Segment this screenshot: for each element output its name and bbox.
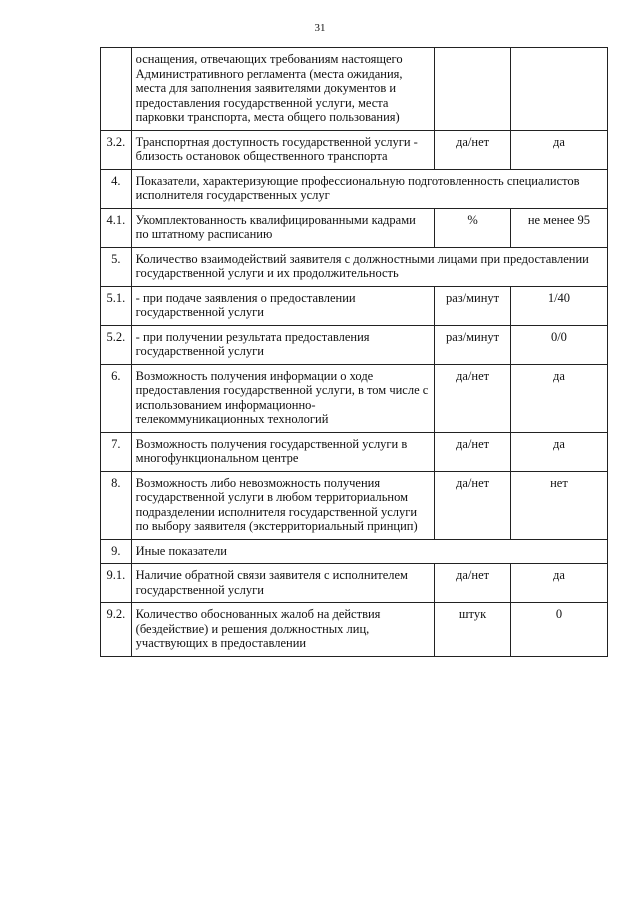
row-value: да [510, 364, 607, 432]
row-number: 8. [101, 471, 132, 539]
row-description: Транспортная доступность государственной услуги - близость остановок общественного транспорта [131, 130, 435, 169]
row-unit: да/нет [435, 364, 511, 432]
row-value: нет [510, 471, 607, 539]
row-description: Количество обоснованных жалоб на действия (бездействие) и решения должностных лиц, участвующих в предоставлении [131, 603, 435, 657]
row-number: 9.1. [101, 564, 132, 603]
row-number: 5. [101, 247, 132, 286]
row-number: 5.2. [101, 325, 132, 364]
row-description: Наличие обратной связи заявителя с исполнителем государственной услуги [131, 564, 435, 603]
row-unit: штук [435, 603, 511, 657]
row-unit: да/нет [435, 130, 511, 169]
section-row [101, 247, 608, 286]
row-unit: раз/минут [435, 325, 511, 364]
row-unit: раз/минут [435, 286, 511, 325]
row-description: Возможность получения информации о ходе предоставления государственной услуги, в том числе с использованием информационно-телекоммуникационных технологий [131, 364, 435, 432]
table-row [101, 364, 608, 432]
section-description: Иные показатели [131, 539, 607, 564]
section-description: Количество взаимодействий заявителя с должностными лицами при предоставлении государственной услуги и их продолжительность [131, 247, 607, 286]
row-value: да [510, 564, 607, 603]
row-number [101, 48, 132, 131]
row-unit: да/нет [435, 564, 511, 603]
section-row [101, 539, 608, 564]
row-value: не менее 95 [510, 208, 607, 247]
row-number: 5.1. [101, 286, 132, 325]
section-description: Показатели, характеризующие профессиональную подготовленность специалистов исполнителя государственных услуг [131, 169, 607, 208]
row-description: Возможность либо невозможность получения государственной услуги в любом территориальном подразделении исполнителя государственной услуги по выбору заявителя (экстерриториальный принцип) [131, 471, 435, 539]
row-value [510, 48, 607, 131]
table-row [101, 564, 608, 603]
table-row [101, 130, 608, 169]
row-number: 4.1. [101, 208, 132, 247]
table-row [101, 603, 608, 657]
row-number: 9. [101, 539, 132, 564]
row-value: 0 [510, 603, 607, 657]
row-number: 6. [101, 364, 132, 432]
row-description: Возможность получения государственной услуги в многофункциональном центре [131, 432, 435, 471]
indicators-table [100, 47, 608, 657]
section-row [101, 169, 608, 208]
table-row [101, 208, 608, 247]
row-value: 0/0 [510, 325, 607, 364]
row-value: 1/40 [510, 286, 607, 325]
row-description: - при подаче заявления о предоставлении государственной услуги [131, 286, 435, 325]
row-description: - при получении результата предоставления государственной услуги [131, 325, 435, 364]
row-number: 9.2. [101, 603, 132, 657]
page-number: 31 [314, 22, 326, 34]
row-number: 7. [101, 432, 132, 471]
table-row [101, 48, 608, 131]
row-unit: да/нет [435, 471, 511, 539]
table-row [101, 471, 608, 539]
row-unit [435, 48, 511, 131]
row-number: 4. [101, 169, 132, 208]
row-value: да [510, 432, 607, 471]
table-row [101, 325, 608, 364]
row-number: 3.2. [101, 130, 132, 169]
row-unit: % [435, 208, 511, 247]
table-row [101, 432, 608, 471]
table-row [101, 286, 608, 325]
row-value: да [510, 130, 607, 169]
row-description: Укомплектованность квалифицированными кадрами по штатному расписанию [131, 208, 435, 247]
row-unit: да/нет [435, 432, 511, 471]
row-description: оснащения, отвечающих требованиям настоящего Административного регламента (места ожидания, места для заполнения заявителями документов и предоставления государственной услуги, места парковки транспорта, места общего пользования) [131, 48, 435, 131]
